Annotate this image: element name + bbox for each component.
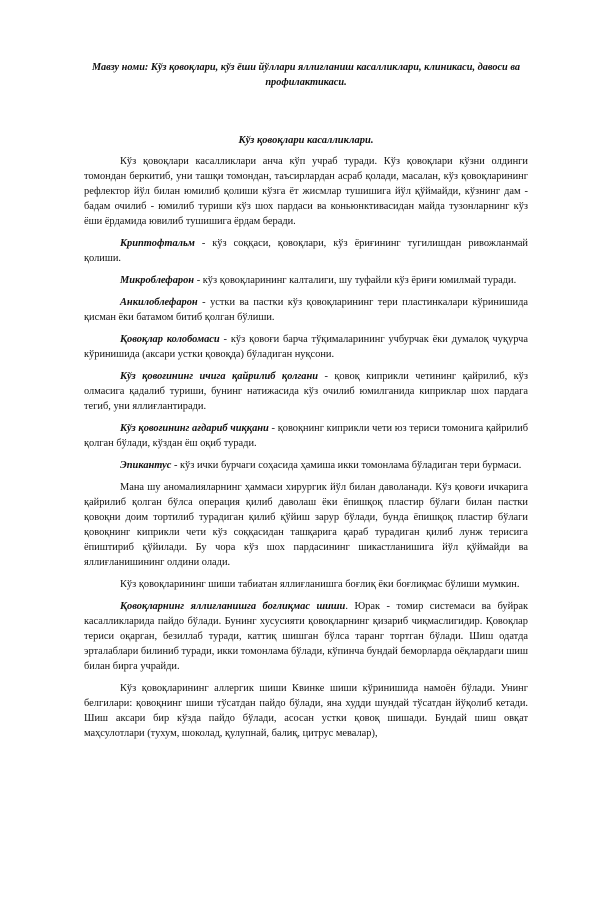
body-paragraph (84, 480, 528, 570)
body-paragraph (84, 599, 528, 674)
paragraph-text: - кўз қовоғи барча тўқималарининг учбурчак ёки думалоқ чуқурча кўринишида (аксари устки қовоқда) бўладиган нуқсони. (84, 334, 528, 360)
paragraph-text: - қовоқнинг киприкли чети юз териси томонига қайрилиб қолган бўлади, кўздан ёш оқиб туради. (84, 423, 529, 449)
paragraph-text: - кўз ички бурчаги соҳасида ҳамиша икки томонлама бўладиган тери бурмаси. (171, 460, 522, 471)
body-paragraph (84, 421, 528, 451)
defined-term: Қовоқларнинг яллиғланишга боғлиқмас шиши (120, 601, 346, 612)
body-paragraph (84, 458, 528, 473)
paragraph-text: - кўз соққаси, қовоқлари, кўз ёриғининг тугилишдан ривожланмай қолиши. (84, 238, 528, 264)
paragraph-text: . Юрак - томир системаси ва буйрак касалликларида пайдо бўлади. Бунинг хусусияти қовоқларнинг қизариб чиқмаслигидир. Қовоқлар териси оқарган, безиллаб туради, каттиқ шишган бўлса таранг тортган бўлади. Шиш одатда эрталаблари билиниб туради, икки томонлама бўлади, кўпинча бундай беморларда оёқлардаги шиш билан бирга учрайди. (84, 601, 528, 672)
defined-term: Кўз қовоғининг ичига қайрилиб қолгани (120, 371, 319, 382)
document-title: Мавзу номи: Кўз қовоқлари, кўз ёши йўллари яллиғланиш касалликлари, клиникаси, давоси ва профилактикаси. (91, 62, 521, 88)
defined-term: Эпикантус (120, 460, 172, 471)
defined-term: Криптофтальм (120, 238, 195, 249)
paragraph-text: - устки ва пастки кўз қовоқларининг тери пластинкалари кўринишида қисман ёки батамом битиб қолган бўлиши. (84, 297, 528, 323)
paragraph-text: Кўз қовоқларининг аллергик шиши Квинке шиши кўринишида намоён бўлади. Унинг белгилари: қовоқнинг шиши тўсатдан пайдо бўлади, яна худди шундай тўсатдан йўқолиб кетади. Шиш аксари бир кўзда пайдо бўлади, асосан устки қовоқ шишади. Бундай шиш овқат маҳсулотлари (тухум, шоколад, қулупнай, балиқ, цитрус мевалар), (84, 683, 528, 739)
defined-term: Микроблефарон (120, 275, 195, 286)
body-paragraph (84, 681, 528, 741)
section-heading: Кўз қовоқлари касалликлари. (238, 135, 374, 146)
document-page (0, 60, 596, 902)
body-paragraph (84, 332, 528, 362)
paragraph-text: Кўз қовоқлари касалликлари анча кўп учраб туради. Кўз қовоқлари кўзни олдинги томондан беркитиб, уни ташқи томондан, таъсирлардан асраб қолади, масалан, кўз қовоқларининг рефлектор йўл билан юмилиб қолиши кўзга ёт жисмлар тушишига йўл қўймайди, кўзнинг дам - бадам очилиб - юмилиб туриши кўз шох пардаси ва коньюнктивасидан майда тузонларнинг кўз ёши ёрдамида ювилиб тушишига ёрдам беради. (84, 156, 528, 227)
body-paragraph (84, 369, 528, 414)
paragraph-text: - кўз қовоқларининг калталиги, шу туфайли кўз ёриғи юмилмай туради. (194, 275, 517, 286)
defined-term: Кўз қовоғининг ағдариб чиққани (120, 423, 269, 434)
paragraph-text: Мана шу аномалияларнинг ҳаммаси хирургик йўл билан даволанади. Кўз қовоғи ичкарига қайрилиб қолган бўлса операция қилиб даволаш ёки ёпишқоқ пластир бўлаги билан пастки қовоқни доим тортилиб турадиган қилиб қўйиш зарур бўлади, бунда ёпишқоқ пластир бўлаги қовоқнинг киприкли чети кўз соққасидан ташқарига қараб турадиган қилиб лунж терисига ёпиштириб қўйилади. Бу чора кўз шох пардасининг шикастланишига йўл қўймайди ва яллиғланишининг олдини олади. (84, 482, 528, 568)
body-paragraph (84, 154, 528, 229)
body-paragraph (84, 273, 528, 288)
defined-term: Анкилоблефарон (120, 297, 198, 308)
body-paragraph (84, 236, 528, 266)
defined-term: Қовоқлар колобомаси (120, 334, 220, 345)
paragraph-text: Кўз қовоқларининг шиши табиатан яллиғланишга боғлиқ ёки боғлиқмас бўлиши мумкин. (120, 579, 520, 590)
body-paragraph (84, 295, 528, 325)
paragraph-list (84, 154, 528, 741)
body-paragraph (84, 577, 528, 592)
paragraph-text: - қовоқ киприкли четининг қайрилиб, кўз олмасига қадалиб туриши, бунинг натижасида кўз очилиб юмилганида киприклар шох пардага тегиб, уни яллиғлантиради. (84, 371, 528, 412)
